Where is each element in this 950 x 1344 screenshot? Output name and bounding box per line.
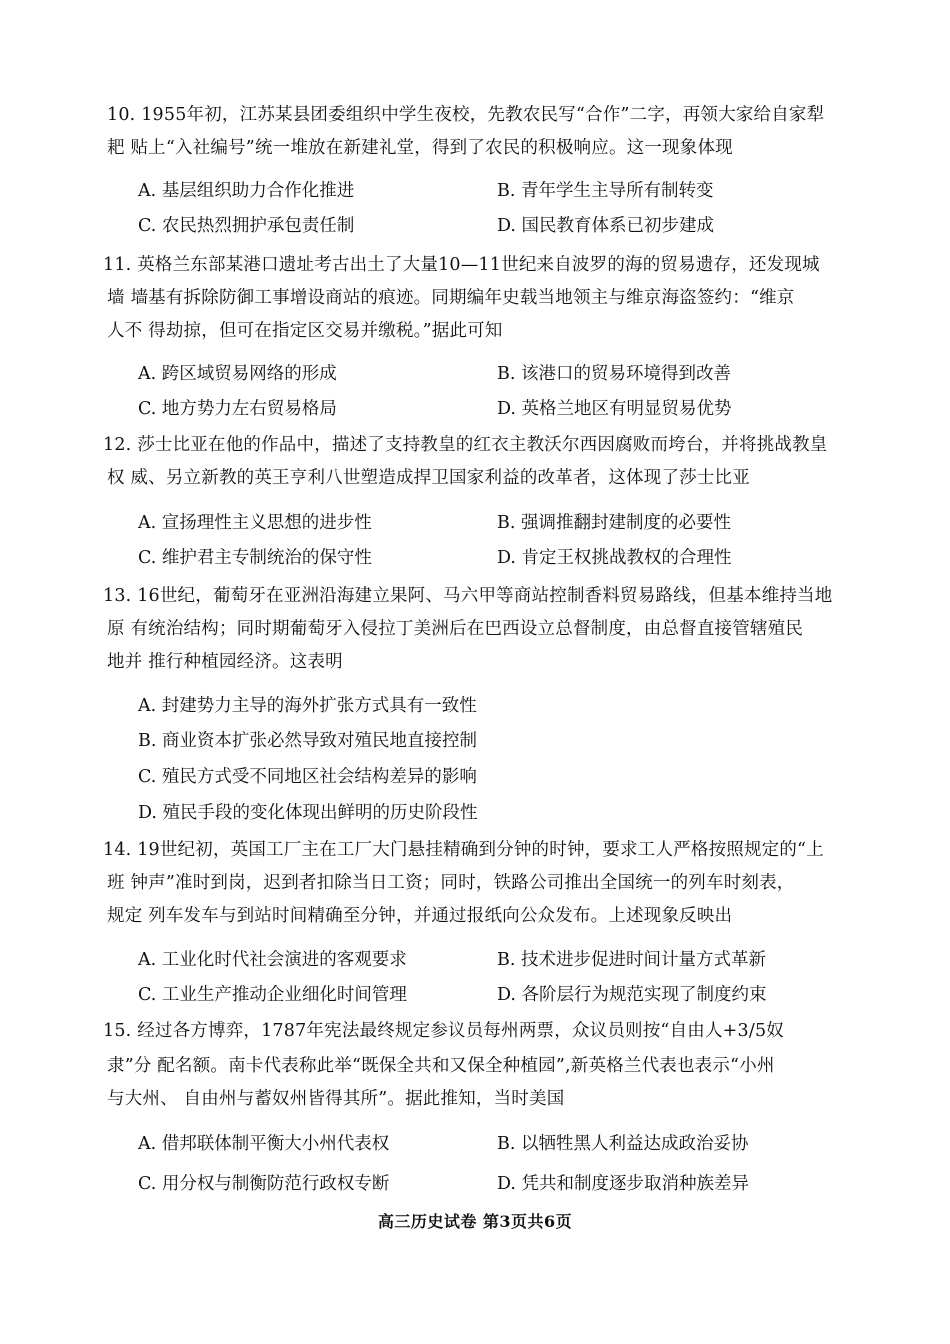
question-15-option-a: A. 借邦联体制平衡大小州代表权 xyxy=(138,1134,390,1154)
question-15-line-1: 15. 经过各方博弈，1787年宪法最终规定参议员每州两票，众议员则按“自由人+3/5奴 xyxy=(103,1021,785,1041)
question-11-line-3: 人不 得劫掠，但可在指定区交易并缴税。”据此可知 xyxy=(107,321,503,341)
question-15-option-c: C. 用分权与制衡防范行政权专断 xyxy=(138,1174,390,1194)
question-11-line-1: 11. 英格兰东部某港口遗址考古出土了大量10—11世纪来自波罗的海的贸易遗存，还发现城 xyxy=(103,255,820,275)
question-12-option-c: C. 维护君主专制统治的保守性 xyxy=(138,548,372,568)
question-13-option-d: D. 殖民手段的变化体现出鲜明的历史阶段性 xyxy=(138,803,478,823)
question-14-line-3: 规定 列车发车与到站时间精确至分钟，并通过报纸向公众发布。上述现象反映出 xyxy=(107,906,733,926)
question-11-option-c: C. 地方势力左右贸易格局 xyxy=(138,399,337,419)
question-14-line-1: 14. 19世纪初，英国工厂主在工厂大门悬挂精确到分钟的时钟，要求工人严格按照规定的“上 xyxy=(103,840,824,860)
question-14-option-b: B. 技术进步促进时间计量方式革新 xyxy=(497,950,766,970)
question-11-option-d: D. 英格兰地区有明显贸易优势 xyxy=(497,399,732,419)
question-14-option-d: D. 各阶层行为规范实现了制度约束 xyxy=(497,985,767,1005)
question-13-line-1: 13. 16世纪，葡萄牙在亚洲沿海建立果阿、马六甲等商站控制香料贸易路线，但基本维持当地 xyxy=(103,586,833,606)
question-12-option-b: B. 强调推翻封建制度的必要性 xyxy=(497,513,731,533)
question-10-line-1: 10. 1955年初，江苏某县团委组织中学生夜校，先教农民写“合作”二字，再领大家给自家犁 xyxy=(107,105,825,125)
question-15-line-3: 与大州、 自由州与蓄奴州皆得其所”。据此推知，当时美国 xyxy=(107,1089,565,1109)
question-14-option-a: A. 工业化时代社会演进的客观要求 xyxy=(138,950,407,970)
question-10-option-c: C. 农民热烈拥护承包责任制 xyxy=(138,216,355,236)
question-15-option-b: B. 以牺牲黑人利益达成政治妥协 xyxy=(497,1134,749,1154)
question-15-line-2: 隶”分 配名额。南卡代表称此举“既保全共和又保全种植园”,新英格兰代表也表示“小州 xyxy=(107,1056,775,1076)
question-10-option-a: A. 基层组织助力合作化推进 xyxy=(138,181,355,201)
question-10-line-2: 耙 贴上“入社编号”统一堆放在新建礼堂，得到了农民的积极响应。这一现象体现 xyxy=(107,138,733,158)
question-11-option-b: B. 该港口的贸易环境得到改善 xyxy=(497,364,731,384)
question-10-option-b: B. 青年学生主导所有制转变 xyxy=(497,181,714,201)
page-footer: 高三历史试卷 第3页共6页 xyxy=(377,1212,573,1231)
question-13-option-a: A. 封建势力主导的海外扩张方式具有一致性 xyxy=(138,696,477,716)
question-12-line-2: 权 威、另立新教的英王亨利八世塑造成捍卫国家利益的改革者，这体现了莎士比亚 xyxy=(107,468,750,488)
question-12-line-1: 12. 莎士比亚在他的作品中，描述了支持教皇的红衣主教沃尔西因腐败而垮台，并将挑战教皇 xyxy=(103,435,828,455)
question-13-line-3: 地并 推行种植园经济。这表明 xyxy=(107,652,343,672)
question-15-option-d: D. 凭共和制度逐步取消种族差异 xyxy=(497,1174,750,1194)
question-13-option-b: B. 商业资本扩张必然导致对殖民地直接控制 xyxy=(138,731,477,751)
question-14-option-c: C. 工业生产推动企业细化时间管理 xyxy=(138,985,407,1005)
question-11-option-a: A. 跨区域贸易网络的形成 xyxy=(138,364,337,384)
question-11-line-2: 墙 墙基有拆除防御工事增设商站的痕迹。同期编年史载当地领主与维京海盗签约：“维京 xyxy=(107,288,795,308)
question-12-option-a: A. 宣扬理性主义思想的进步性 xyxy=(138,513,372,533)
question-14-line-2: 班 钟声”准时到岗，迟到者扣除当日工资；同时，铁路公司推出全国统一的列车时刻表， xyxy=(107,873,795,893)
question-12-option-d: D. 肯定王权挑战教权的合理性 xyxy=(497,548,732,568)
question-10-option-d: D. 国民教育体系已初步建成 xyxy=(497,216,715,236)
question-13-option-c: C. 殖民方式受不同地区社会结构差异的影响 xyxy=(138,767,477,787)
question-13-line-2: 原 有统治结构；同时期葡萄牙入侵拉丁美洲后在巴西设立总督制度，由总督直接管辖殖民 xyxy=(107,619,804,639)
